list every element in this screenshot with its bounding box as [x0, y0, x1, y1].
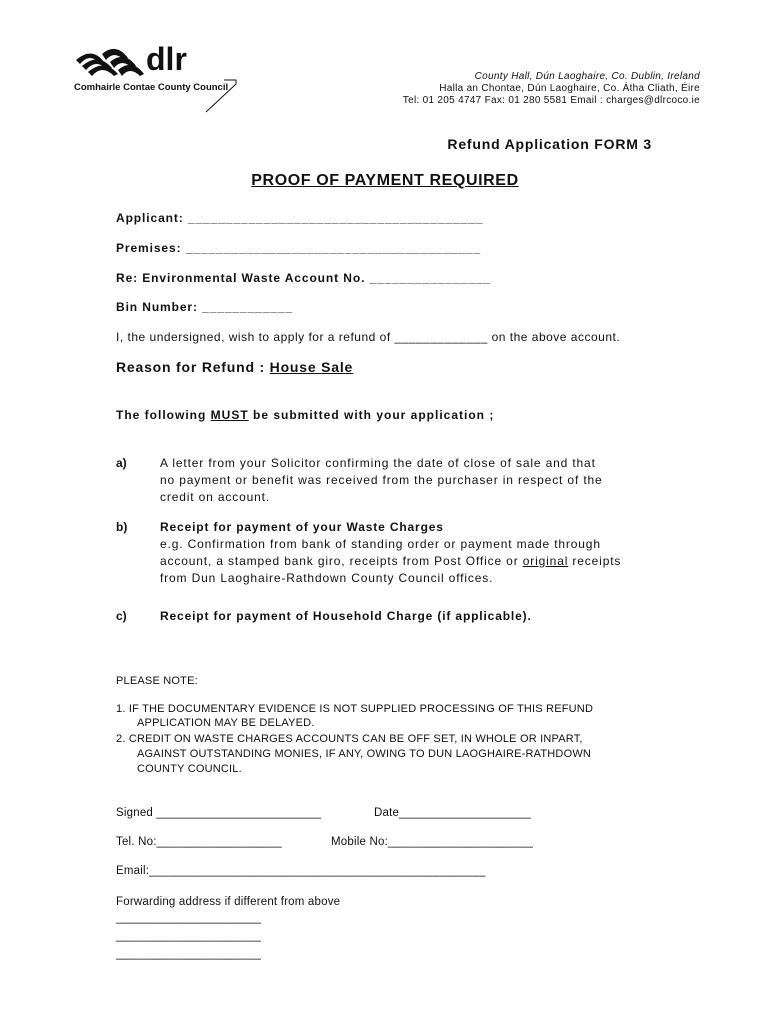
- date-field[interactable]: Date____________________: [374, 807, 532, 819]
- forwarding-address-label: Forwarding address if different from above: [116, 896, 341, 908]
- item-b-line-2-after: receipts: [568, 554, 622, 568]
- reason-value: House Sale: [269, 359, 354, 375]
- address-line-1: County Hall, Dún Laoghaire, Co. Dublin, Ireland: [474, 71, 700, 82]
- forwarding-address-line-3[interactable]: ______________________: [116, 948, 262, 960]
- reason-for-refund: [116, 359, 353, 375]
- note-1-line-1: 1. IF THE DOCUMENTARY EVIDENCE IS NOT SUPPLIED PROCESSING OF THIS REFUND: [116, 703, 594, 715]
- council-logo: [74, 40, 244, 120]
- logo-text: dlr: [146, 41, 187, 77]
- requirements-heading: [116, 408, 494, 422]
- item-b-line-1: e.g. Confirmation from bank of standing order or payment made through: [160, 537, 601, 551]
- page-title-text: PROOF OF PAYMENT REQUIRED: [251, 172, 519, 189]
- requirements-before: The following: [116, 408, 211, 422]
- forwarding-address-line-1[interactable]: ______________________: [116, 912, 262, 924]
- undersigned-statement: I, the undersigned, wish to apply for a refund of _____________ on the above account.: [116, 330, 621, 344]
- forwarding-address-line-2[interactable]: ______________________: [116, 930, 262, 942]
- please-note-heading: PLEASE NOTE:: [116, 675, 198, 687]
- item-a-line-3: credit on account.: [160, 490, 271, 504]
- item-a-line-2: no payment or benefit was received from the purchaser in respect of the: [160, 473, 603, 487]
- reason-prefix: Reason for Refund :: [116, 359, 270, 375]
- item-b-line-2: [160, 554, 621, 568]
- logo-subtext: Comhairle Contae County Council: [74, 82, 229, 93]
- item-a-label: a): [116, 456, 127, 470]
- item-a-line-1: A letter from your Solicitor confirming the date of close of sale and that: [160, 456, 596, 470]
- mobile-field[interactable]: Mobile No:______________________: [331, 836, 534, 848]
- page-title: [0, 172, 770, 190]
- address-line-3: Tel: 01 205 4747 Fax: 01 280 5581 Email : charges@dlrcoco.ie: [402, 95, 700, 106]
- requirements-after: be submitted with your application ;: [248, 408, 495, 422]
- premises-field[interactable]: Premises: _______________________________________: [116, 241, 482, 255]
- note-2-line-1: 2. CREDIT ON WASTE CHARGES ACCOUNTS CAN BE OFF SET, IN WHOLE OR INPART,: [116, 733, 583, 745]
- item-b-line-3: from Dun Laoghaire-Rathdown County Council offices.: [160, 571, 494, 585]
- tel-field[interactable]: Tel. No:___________________: [116, 836, 282, 848]
- item-b-label: b): [116, 520, 128, 534]
- note-1-line-2: APPLICATION MAY BE DELAYED.: [137, 717, 315, 729]
- address-line-2: Halla an Chontae, Dún Laoghaire, Co. Átha Cliath, Éire: [439, 83, 700, 94]
- item-c-label: c): [116, 609, 127, 623]
- item-c-heading: Receipt for payment of Household Charge (if applicable).: [160, 609, 532, 623]
- bin-number-field[interactable]: Bin Number: ____________: [116, 300, 294, 314]
- dlr-waves-icon: [74, 40, 244, 120]
- requirements-must: MUST: [210, 408, 249, 422]
- item-b-line-2-before: account, a stamped bank giro, receipts from Post Office or: [160, 554, 523, 568]
- form-title: Refund Application FORM 3: [447, 136, 652, 152]
- note-2-line-3: COUNTY COUNCIL.: [137, 763, 242, 775]
- note-2-line-2: AGAINST OUTSTANDING MONIES, IF ANY, OWING TO DUN LAOGHAIRE-RATHDOWN: [137, 748, 592, 760]
- item-b-original: original: [522, 554, 569, 568]
- item-b-heading: Receipt for payment of your Waste Charges: [160, 520, 444, 534]
- account-field[interactable]: Re: Environmental Waste Account No. ________________: [116, 271, 491, 285]
- applicant-field[interactable]: Applicant: _______________________________________: [116, 211, 484, 225]
- signed-field[interactable]: Signed _________________________: [116, 807, 322, 819]
- email-field[interactable]: Email:___________________________________________________: [116, 865, 486, 877]
